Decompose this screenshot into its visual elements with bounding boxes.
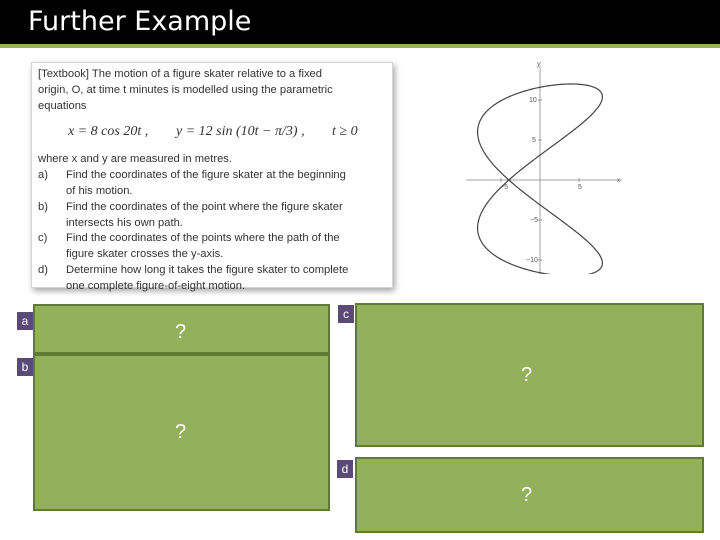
- intro-line-1: [Textbook] The motion of a figure skater relative to a fixed: [38, 68, 322, 80]
- x-tick-label-5: 5: [578, 184, 582, 191]
- figure-eight-graph: [466, 56, 630, 274]
- equation-x: x = 8 cos 20t ,: [68, 124, 149, 140]
- part-c-line-1: Find the coordinates of the points where the path of the: [66, 232, 340, 245]
- y-tick-label-neg5: −5: [530, 217, 538, 224]
- label-b: b: [17, 358, 33, 376]
- label-c: c: [338, 305, 354, 323]
- part-b-line-1: Find the coordinates of the point where the figure skater: [66, 200, 343, 213]
- units-line: where x and y are measured in metres.: [38, 153, 233, 166]
- y-axis-label: y: [537, 61, 541, 68]
- answer-panel-b[interactable]: [33, 354, 330, 511]
- equation-y: y = 12 sin (10t − π/3) ,: [176, 124, 305, 140]
- part-a: [38, 168, 386, 200]
- intro-line-3: equations: [38, 99, 87, 112]
- part-d: [38, 263, 386, 295]
- x-axis-label: x: [617, 178, 620, 184]
- textbook-question: [31, 62, 393, 292]
- intro-line-2: origin, O, at time t minutes is modelled using the parametric: [38, 83, 333, 96]
- part-c-line-2: figure skater crosses the y-axis.: [66, 248, 224, 261]
- equation-t: t ≥ 0: [332, 124, 358, 140]
- label-a: a: [17, 312, 33, 330]
- part-letter: c): [38, 232, 48, 245]
- label-d: d: [337, 460, 353, 478]
- answer-panel-c[interactable]: [355, 303, 704, 447]
- part-b: [38, 200, 386, 232]
- part-d-line-2: one complete figure-of-eight motion.: [66, 279, 246, 292]
- part-a-line-2: of his motion.: [66, 184, 133, 197]
- y-tick-label-10: 10: [529, 97, 537, 104]
- part-letter: d): [38, 263, 48, 276]
- title-bar: [0, 0, 720, 44]
- part-letter: a): [38, 169, 48, 182]
- part-d-line-1: Determine how long it takes the figure skater to complete: [66, 263, 349, 276]
- answer-d-hidden[interactable]: ?: [521, 484, 533, 506]
- y-tick-label-5: 5: [532, 137, 536, 144]
- answer-panel-a[interactable]: [33, 304, 330, 354]
- x-tick-label-neg5: −5: [500, 184, 508, 191]
- answer-a-hidden[interactable]: ?: [175, 321, 187, 343]
- answer-c-hidden[interactable]: ?: [521, 364, 533, 386]
- y-tick-label-neg10: −10: [526, 257, 538, 264]
- answer-panel-d[interactable]: [355, 457, 704, 533]
- part-letter: b): [38, 200, 48, 213]
- part-b-line-2: intersects his own path.: [66, 216, 183, 229]
- slide-title: Further Example: [28, 6, 252, 37]
- title-underline: [0, 44, 720, 48]
- part-c: [38, 231, 386, 263]
- answer-b-hidden[interactable]: ?: [175, 421, 187, 443]
- part-a-line-1: Find the coordinates of the figure skater at the beginning: [66, 169, 346, 182]
- parametric-equations: [38, 114, 386, 152]
